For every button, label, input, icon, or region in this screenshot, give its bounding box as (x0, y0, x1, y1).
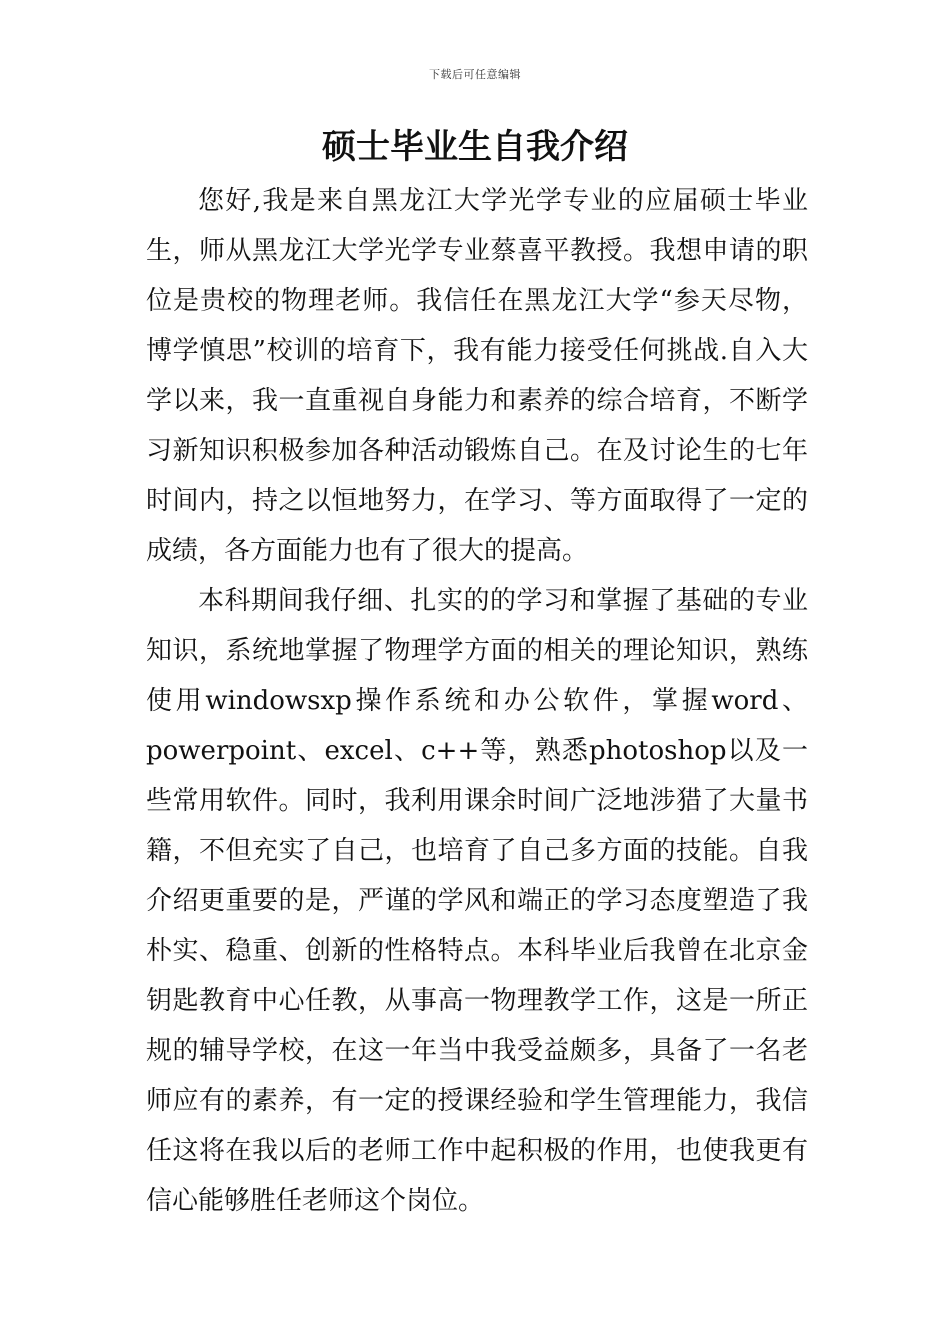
paragraph-intro: 您好,我是来自黑龙江大学光学专业的应届硕士毕业生，师从黑龙江大学光学专业蔡喜平教授。我想申请的职位是贵校的物理老师。我信任在黑龙江大学“参天尽物，博学慎思”校训的培育下，我有能力接受任何挑战.自入大学以来，我一直重视自身能力和素养的综合培育，不断学习新知识积极参加各种活动锻炼自己。在及讨论生的七年时间内，持之以恒地努力，在学习、等方面取得了一定的成绩，各方面能力也有了很大的提高。 (146, 186, 808, 566)
header-note: 下载后可任意编辑 (429, 68, 521, 81)
document-title: 硕士毕业生自我介绍 (322, 127, 628, 167)
document-body (146, 176, 808, 1226)
paragraph-undergraduate: 本科期间我仔细、扎实的的学习和掌握了基础的专业知识，系统地掌握了物理学方面的相关的理论知识，熟练使用windowsxp操作系统和办公软件，掌握word、powerpoint、excel、c++等，熟悉photoshop以及一些常用软件。同时，我利用课余时间广泛地涉猎了大量书籍，不但充实了自己，也培育了自己多方面的技能。自我介绍更重要的是，严谨的学风和端正的学习态度塑造了我朴实、稳重、创新的性格特点。本科毕业后我曾在北京金钥匙教育中心任教，从事高一物理教学工作，这是一所正规的辅导学校，在这一年当中我受益颇多，具备了一名老师应有的素养，有一定的授课经验和学生管理能力，我信任这将在我以后的老师工作中起积极的作用，也使我更有信心能够胜任老师这个岗位。 (146, 586, 808, 1216)
